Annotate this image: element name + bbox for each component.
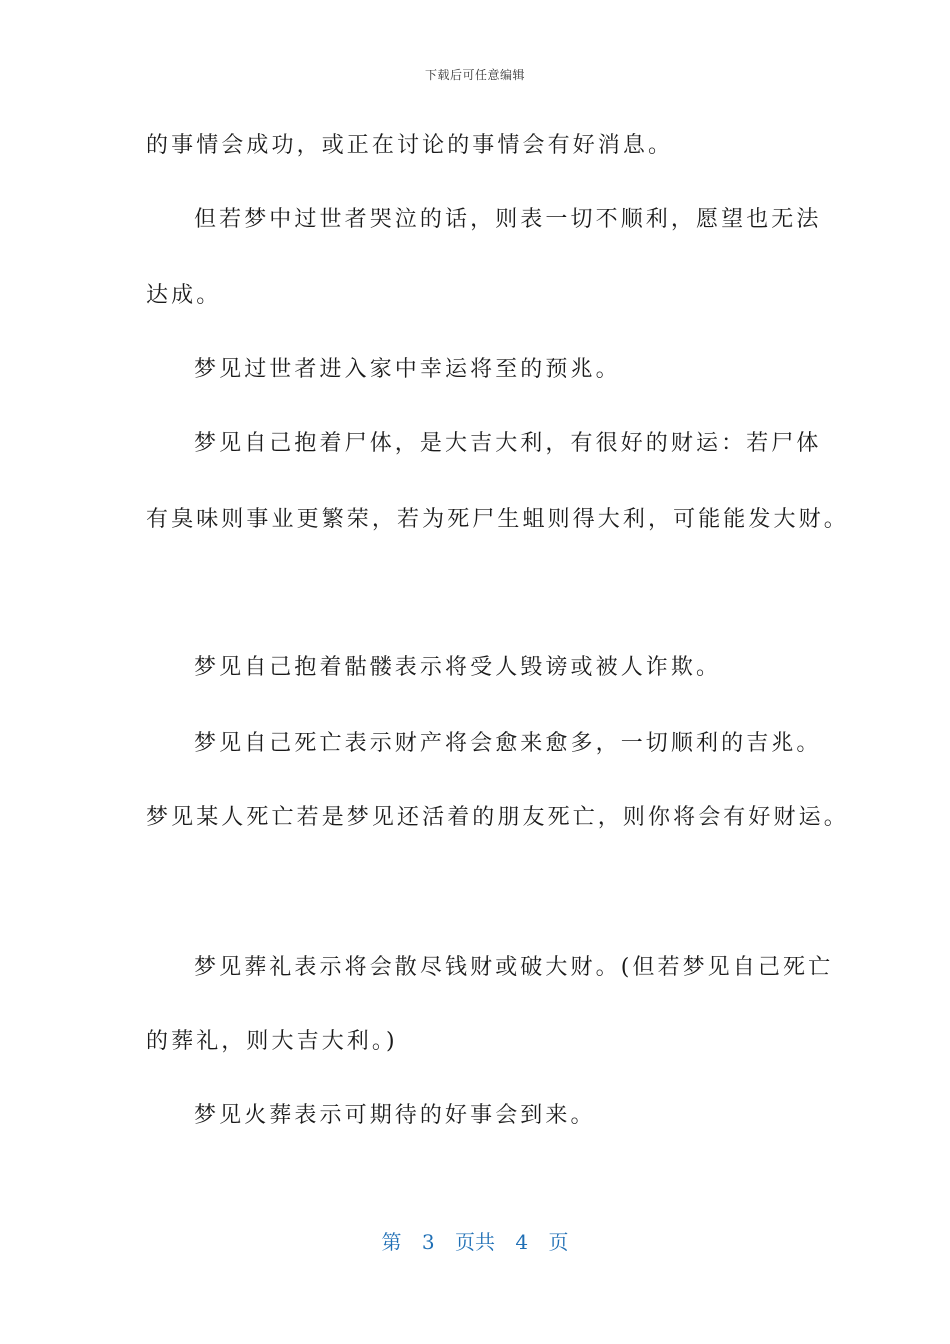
paragraph-line: 有臭味则事业更繁荣，若为死尸生蛆则得大利，可能能发大财。 (146, 507, 849, 532)
total-pages-number: 4 (515, 1230, 529, 1254)
paragraph-line: 的事情会成功，或正在讨论的事情会有好消息。 (146, 133, 674, 158)
page-mid: 页共 (455, 1230, 495, 1254)
paragraph-line: 梦见自己抱着骷髅表示将受人毁谤或被人诈欺。 (194, 655, 722, 680)
paragraph-line: 梦见葬礼表示将会散尽钱财或破大财。(但若梦见自己死亡 (194, 955, 834, 980)
page-suffix: 页 (548, 1230, 569, 1254)
paragraph-line: 的葬礼，则大吉大利。) (146, 1029, 398, 1054)
paragraph-line: 达成。 (146, 283, 222, 308)
paragraph-line: 梦见过世者进入家中幸运将至的预兆。 (194, 357, 621, 382)
paragraph-line: 梦见火葬表示可期待的好事会到来。 (194, 1103, 596, 1128)
page-footer (0, 1226, 950, 1255)
paragraph-line: 梦见自己抱着尸体，是大吉大利，有很好的财运：若尸体 (194, 431, 822, 456)
paragraph-line: 梦见某人死亡若是梦见还活着的朋友死亡，则你将会有好财运。 (146, 805, 849, 830)
page-prefix: 第 (381, 1230, 402, 1254)
header-note: 下载后可任意编辑 (424, 68, 525, 82)
current-page-number: 3 (421, 1230, 435, 1254)
paragraph-line: 梦见自己死亡表示财产将会愈来愈多，一切顺利的吉兆。 (194, 731, 822, 756)
paragraph-line: 但若梦中过世者哭泣的话，则表一切不顺利，愿望也无法 (194, 207, 822, 232)
